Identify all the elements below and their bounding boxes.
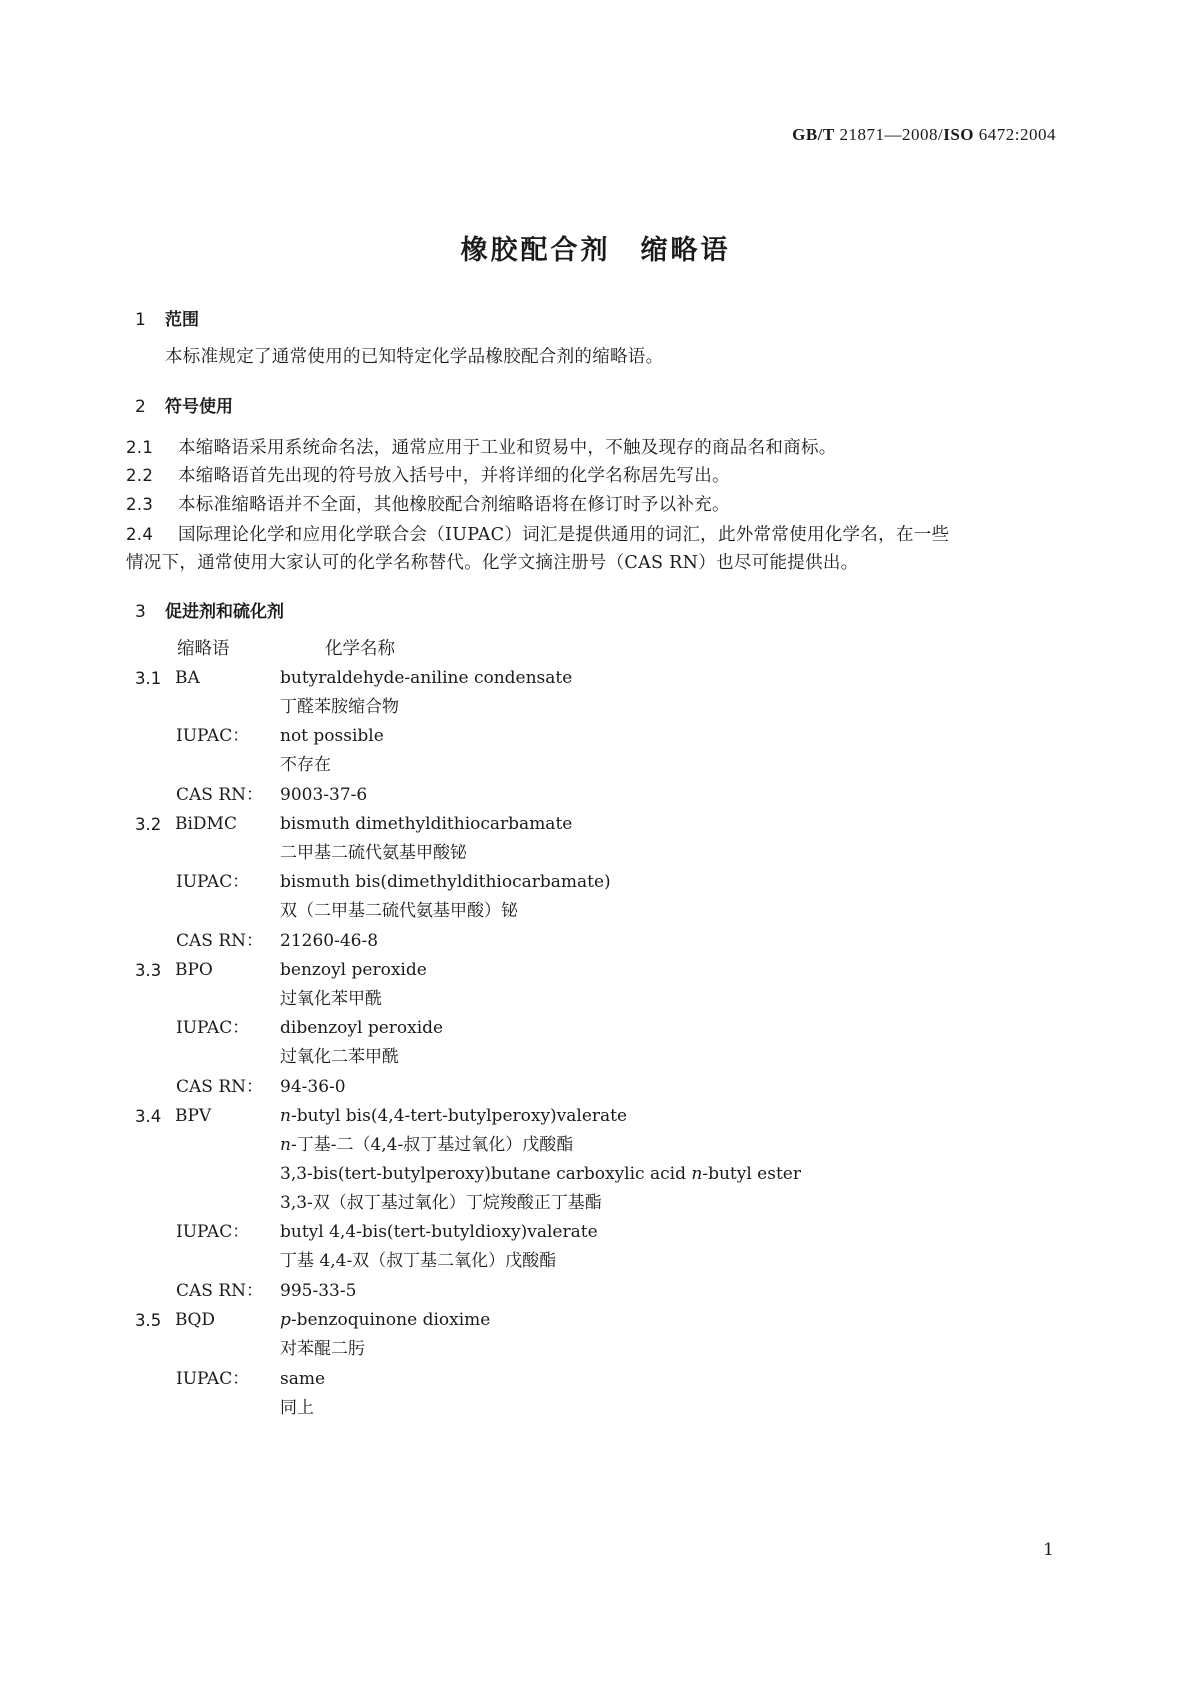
table-row: CAS RN： 94-36-0: [176, 1077, 346, 1097]
entry-abbreviation: BQD: [175, 1310, 216, 1330]
table-row: CAS RN： 21260-46-8: [176, 931, 379, 951]
column-header-chemical-name: 化学名称: [325, 639, 395, 659]
entry-abbreviation: BPO: [175, 960, 213, 980]
column-header-abbreviation: 缩略语: [177, 639, 230, 659]
table-row: 过氧化二苯甲酰: [280, 1047, 399, 1067]
section-1-heading: 1 范围: [135, 310, 199, 330]
clause-2-2: 2.2 本缩略语首先出现的符号放入括号中，并将详细的化学名称居先写出。: [126, 466, 730, 486]
entry-abbreviation: BiDMC: [175, 814, 237, 834]
table-row: IUPAC： butyl 4,4-bis(tert-butyldioxy)valerate: [176, 1222, 598, 1242]
table-row: 对苯醌二肟: [280, 1339, 365, 1359]
table-row: CAS RN： 995-33-5: [176, 1281, 357, 1301]
table-row: 3.5 BQD p-benzoquinone dioxime: [0, 1305, 1191, 1336]
page-number: 1: [1043, 1540, 1054, 1560]
table-row: 3,3-bis(tert-butylperoxy)butane carboxylic acid n-butyl ester: [280, 1164, 801, 1184]
clause-2-1: 2.1 本缩略语采用系统命名法，通常应用于工业和贸易中，不触及现存的商品名和商标。: [126, 438, 837, 458]
table-row: IUPAC： same: [176, 1369, 326, 1389]
table-row: 丁基 4,4-双（叔丁基二氧化）戊酸酯: [280, 1251, 557, 1271]
table-row: CAS RN： 9003-37-6: [176, 785, 368, 805]
table-row: 3.2 BiDMC bismuth dimethyldithiocarbamate: [0, 809, 1191, 840]
section-3-heading: 3 促进剂和硫化剂: [135, 602, 284, 622]
page-title: 橡胶配合剂 缩略语: [460, 235, 731, 266]
clause-2-4-line1: 2.4 国际理论化学和应用化学联合会（IUPAC）词汇是提供通用的词汇，此外常常使用化学名，在一些: [126, 525, 950, 545]
table-row: 3.3 BPO benzoyl peroxide: [0, 955, 1191, 986]
section-2-heading: 2 符号使用: [135, 397, 233, 417]
table-row: 3,3-双（叔丁基过氧化）丁烷羧酸正丁基酯: [280, 1193, 602, 1213]
table-row: 双（二甲基二硫代氨基甲酸）铋: [280, 901, 518, 921]
section-1-text: 本标准规定了通常使用的已知特定化学品橡胶配合剂的缩略语。: [165, 347, 664, 367]
table-row: IUPAC： dibenzoyl peroxide: [176, 1018, 444, 1038]
entry-abbreviation: BA: [175, 668, 200, 688]
table-row: 3.4 BPV n-butyl bis(4,4-tert-butylperoxy)valerate: [0, 1101, 1191, 1132]
table-header: [0, 634, 1191, 665]
table-row: 不存在: [280, 755, 331, 775]
table-row: 过氧化苯甲酰: [280, 989, 382, 1009]
table-row: IUPAC： not possible: [176, 726, 384, 746]
table-row: n-丁基-二（4,4-叔丁基过氧化）戊酸酯: [280, 1135, 574, 1155]
table-row: 二甲基二硫代氨基甲酸铋: [280, 843, 467, 863]
standard-code: GB/T 21871—2008/ISO 6472:2004: [792, 125, 1056, 144]
clause-2-3: 2.3 本标准缩略语并不全面，其他橡胶配合剂缩略语将在修订时予以补充。: [126, 495, 730, 515]
table-row: 3.1 BA butyraldehyde-aniline condensate: [0, 663, 1191, 694]
clause-2-4-line2: 情况下，通常使用大家认可的化学名称替代。化学文摘注册号（CAS RN）也尽可能提供出。: [126, 553, 859, 573]
table-row: IUPAC： bismuth bis(dimethyldithiocarbamate): [176, 872, 611, 892]
table-row: 丁醛苯胺缩合物: [280, 697, 399, 717]
entry-abbreviation: BPV: [175, 1106, 212, 1126]
table-row: 同上: [280, 1398, 314, 1418]
